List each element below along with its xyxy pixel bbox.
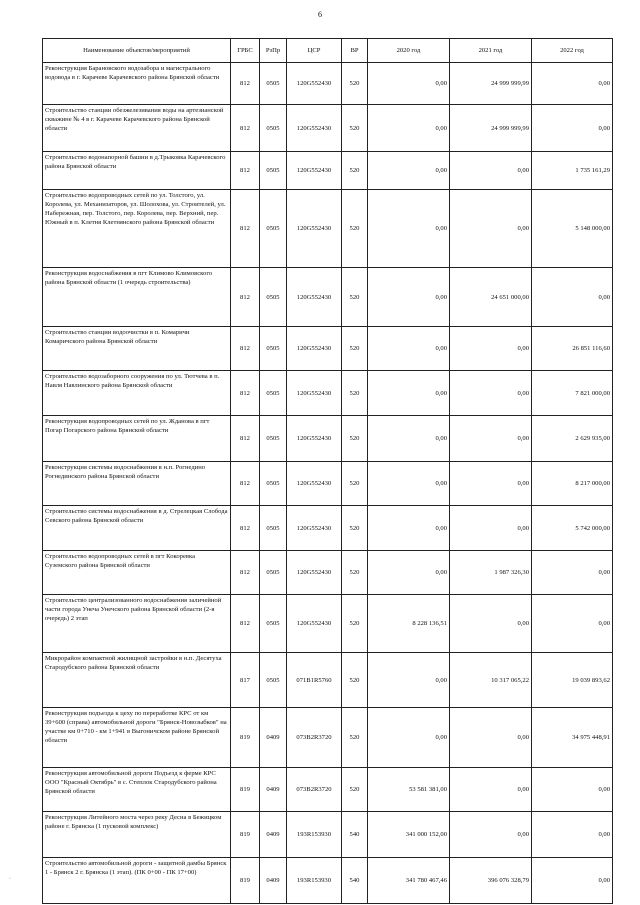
amount-2020: 0,00 [368, 506, 450, 551]
grbs-cell: 812 [231, 416, 260, 462]
rzpr-cell: 0505 [260, 152, 287, 190]
rzpr-cell: 0505 [260, 327, 287, 371]
vr-cell: 520 [342, 462, 368, 506]
amount-2021: 0,00 [450, 327, 532, 371]
vr-cell: 520 [342, 506, 368, 551]
csr-cell: 120G552430 [287, 595, 342, 653]
amount-2021: 0,00 [450, 768, 532, 812]
csr-cell: 120G552430 [287, 152, 342, 190]
amount-2022: 8 217 000,00 [532, 462, 613, 506]
csr-cell: 120G552430 [287, 371, 342, 416]
object-name: Реконструкция подъезда к цеху по переработке КРС от км 39+600 (справа) автомобильной дороги "Брянск-Новозыбков" на участке км 0+710 - км 1+941 в Выгоничском районе Брянской области [43, 708, 231, 768]
vr-cell: 520 [342, 63, 368, 105]
vr-cell: 520 [342, 327, 368, 371]
object-name: Строительство водопроводных сетей по ул. Толстого, ул. Королева, ул. Механизаторов, ул. Шолохова, ул. Строителей, ул. Набережная, пер. Толстого, пер. Королева, пер. Верхний, пер. Южный в п. Клетня Клетнянского района Брянской области [43, 190, 231, 268]
amount-2021: 24 999 999,99 [450, 63, 532, 105]
amount-2022: 5 742 000,00 [532, 506, 613, 551]
object-name: Строительство станции обезжелезивания воды на артезианской скважине № 4 в г. Карачеве Карачевского района Брянской области [43, 105, 231, 152]
amount-2021: 1 987 326,30 [450, 551, 532, 595]
table-row [43, 653, 613, 708]
table-header-row [43, 39, 613, 63]
amount-2020: 0,00 [368, 63, 450, 105]
csr-cell: 120G552430 [287, 268, 342, 327]
amount-2022: 0,00 [532, 812, 613, 858]
amount-2022: 0,00 [532, 595, 613, 653]
rzpr-cell: 0505 [260, 506, 287, 551]
amount-2021: 0,00 [450, 506, 532, 551]
amount-2020: 8 228 136,51 [368, 595, 450, 653]
vr-cell: 520 [342, 595, 368, 653]
table-row [43, 462, 613, 506]
table-row [43, 63, 613, 105]
grbs-cell: 812 [231, 327, 260, 371]
amount-2022: 1 735 161,29 [532, 152, 613, 190]
col-header-2022: 2022 год [532, 39, 613, 63]
amount-2022: 0,00 [532, 858, 613, 904]
amount-2022: 0,00 [532, 268, 613, 327]
grbs-cell: 819 [231, 812, 260, 858]
csr-cell: 073B2R3720 [287, 768, 342, 812]
rzpr-cell: 0409 [260, 768, 287, 812]
object-name: Строительство системы водоснабжения в д. Стрелецкая Слобода Севского района Брянской области [43, 506, 231, 551]
amount-2021: 0,00 [450, 152, 532, 190]
csr-cell: 120G552430 [287, 462, 342, 506]
table-row [43, 858, 613, 904]
amount-2022: 19 039 893,62 [532, 653, 613, 708]
amount-2020: 0,00 [368, 327, 450, 371]
object-name: Микрорайон компактной жилищной застройки в н.п. Десятуха Стародубского района Брянской области [43, 653, 231, 708]
amount-2021: 0,00 [450, 190, 532, 268]
grbs-cell: 812 [231, 152, 260, 190]
grbs-cell: 812 [231, 506, 260, 551]
amount-2021: 10 317 065,22 [450, 653, 532, 708]
amount-2020: 341 780 467,46 [368, 858, 450, 904]
table-body [43, 63, 613, 904]
object-name: Реконструкция системы водоснабжения в н.п. Рогнедино Рогнединского района Брянской области [43, 462, 231, 506]
amount-2020: 0,00 [368, 462, 450, 506]
object-name: Реконструкция водопроводных сетей по ул. Жданова в пгт Погар Погарского района Брянской области [43, 416, 231, 462]
object-name: Реконструкция Барановского водозабора и магистрального водовода в г. Карачеве Карачевского района Брянской области [43, 63, 231, 105]
grbs-cell: 812 [231, 63, 260, 105]
csr-cell: 120G552430 [287, 416, 342, 462]
amount-2022: 7 821 000,00 [532, 371, 613, 416]
amount-2020: 0,00 [368, 551, 450, 595]
grbs-cell: 812 [231, 268, 260, 327]
amount-2021: 396 076 328,79 [450, 858, 532, 904]
amount-2021: 24 999 999,99 [450, 105, 532, 152]
rzpr-cell: 0409 [260, 708, 287, 768]
grbs-cell: 812 [231, 105, 260, 152]
vr-cell: 540 [342, 858, 368, 904]
amount-2020: 0,00 [368, 105, 450, 152]
amount-2021: 0,00 [450, 595, 532, 653]
grbs-cell: 812 [231, 190, 260, 268]
col-header-vr: ВР [342, 39, 368, 63]
object-name: Строительство станции водоочистки в п. Комаричи Комаричского района Брянской области [43, 327, 231, 371]
amount-2022: 34 975 448,91 [532, 708, 613, 768]
rzpr-cell: 0505 [260, 595, 287, 653]
vr-cell: 520 [342, 768, 368, 812]
amount-2020: 0,00 [368, 268, 450, 327]
grbs-cell: 812 [231, 551, 260, 595]
table-row [43, 371, 613, 416]
amount-2022: 2 629 935,00 [532, 416, 613, 462]
rzpr-cell: 0505 [260, 462, 287, 506]
amount-2020: 341 000 152,00 [368, 812, 450, 858]
vr-cell: 520 [342, 416, 368, 462]
rzpr-cell: 0505 [260, 63, 287, 105]
amount-2022: 0,00 [532, 63, 613, 105]
amount-2021: 0,00 [450, 812, 532, 858]
rzpr-cell: 0505 [260, 371, 287, 416]
vr-cell: 520 [342, 105, 368, 152]
object-name: Строительство водонапорной башни в д.Трыковка Карачевского района Брянской области [43, 152, 231, 190]
table-row [43, 105, 613, 152]
object-name: Строительство автомобильной дороги - защитной дамбы Брянск 1 - Брянск 2 г. Брянска (1 этап). (ПК 0+00 - ПК 17+00) [43, 858, 231, 904]
table-row [43, 551, 613, 595]
vr-cell: 520 [342, 152, 368, 190]
table-row [43, 708, 613, 768]
rzpr-cell: 0505 [260, 416, 287, 462]
csr-cell: 120G552430 [287, 105, 342, 152]
amount-2022: 5 148 000,00 [532, 190, 613, 268]
amount-2020: 0,00 [368, 152, 450, 190]
table-row [43, 768, 613, 812]
amount-2020: 0,00 [368, 416, 450, 462]
amount-2021: 0,00 [450, 462, 532, 506]
object-name: Строительство водозаборного сооружения по ул. Тютчева в п. Навля Навлинского района Брянской области [43, 371, 231, 416]
amount-2021: 0,00 [450, 371, 532, 416]
amount-2021: 0,00 [450, 416, 532, 462]
rzpr-cell: 0505 [260, 653, 287, 708]
table-row [43, 506, 613, 551]
grbs-cell: 812 [231, 462, 260, 506]
table-row [43, 268, 613, 327]
grbs-cell: 819 [231, 708, 260, 768]
rzpr-cell: 0505 [260, 268, 287, 327]
margin-mark: · [9, 876, 11, 882]
amount-2020: 53 581 381,00 [368, 768, 450, 812]
col-header-grbs: ГРБС [231, 39, 260, 63]
table-row [43, 416, 613, 462]
vr-cell: 520 [342, 551, 368, 595]
col-header-name: Наименование объектов/мероприятий [43, 39, 231, 63]
amount-2022: 0,00 [532, 551, 613, 595]
budget-table [42, 38, 613, 904]
vr-cell: 520 [342, 371, 368, 416]
object-name: Реконструкция автомобильной дороги Подъезд к ферме КРС ООО "Красный Октябрь" в с. Степлок Стародубского района Брянской области [43, 768, 231, 812]
grbs-cell: 819 [231, 858, 260, 904]
grbs-cell: 819 [231, 768, 260, 812]
object-name: Реконструкция Литейного моста через реку Десна в Бежицком районе г. Брянска (1 пусковой комплекс) [43, 812, 231, 858]
amount-2022: 26 851 116,60 [532, 327, 613, 371]
amount-2020: 0,00 [368, 653, 450, 708]
amount-2022: 0,00 [532, 105, 613, 152]
object-name: Строительство централизованного водоснабжения заличейной части города Унеча Унечского района Брянской области (2-я очередь) 2 этап [43, 595, 231, 653]
object-name: Реконструкция водоснабжения в пгт Климово Климовского района Брянской области (1 очередь строительства) [43, 268, 231, 327]
vr-cell: 540 [342, 812, 368, 858]
csr-cell: 120G552430 [287, 63, 342, 105]
grbs-cell: 812 [231, 595, 260, 653]
table-row [43, 152, 613, 190]
amount-2021: 0,00 [450, 708, 532, 768]
table-row [43, 190, 613, 268]
vr-cell: 520 [342, 268, 368, 327]
csr-cell: 073B2R3720 [287, 708, 342, 768]
amount-2020: 0,00 [368, 190, 450, 268]
table-row [43, 595, 613, 653]
vr-cell: 520 [342, 708, 368, 768]
csr-cell: 193R153930 [287, 812, 342, 858]
csr-cell: 120G552430 [287, 506, 342, 551]
csr-cell: 120G552430 [287, 551, 342, 595]
csr-cell: 120G552430 [287, 190, 342, 268]
vr-cell: 520 [342, 190, 368, 268]
grbs-cell: 817 [231, 653, 260, 708]
rzpr-cell: 0505 [260, 105, 287, 152]
amount-2020: 0,00 [368, 708, 450, 768]
grbs-cell: 812 [231, 371, 260, 416]
rzpr-cell: 0409 [260, 858, 287, 904]
amount-2020: 0,00 [368, 371, 450, 416]
col-header-2020: 2020 год [368, 39, 450, 63]
col-header-rzpr: РзПр [260, 39, 287, 63]
rzpr-cell: 0505 [260, 190, 287, 268]
col-header-2021: 2021 год [450, 39, 532, 63]
csr-cell: 193R153930 [287, 858, 342, 904]
table-row [43, 812, 613, 858]
table-row [43, 327, 613, 371]
vr-cell: 520 [342, 653, 368, 708]
object-name: Строительство водопроводных сетей в пгт Кокоревка Суземского района Брянской области [43, 551, 231, 595]
col-header-csr: ЦСР [287, 39, 342, 63]
amount-2021: 24 651 000,00 [450, 268, 532, 327]
page-number: 6 [318, 10, 322, 19]
csr-cell: 071B1R5760 [287, 653, 342, 708]
rzpr-cell: 0505 [260, 551, 287, 595]
amount-2022: 0,00 [532, 768, 613, 812]
csr-cell: 120G552430 [287, 327, 342, 371]
rzpr-cell: 0409 [260, 812, 287, 858]
